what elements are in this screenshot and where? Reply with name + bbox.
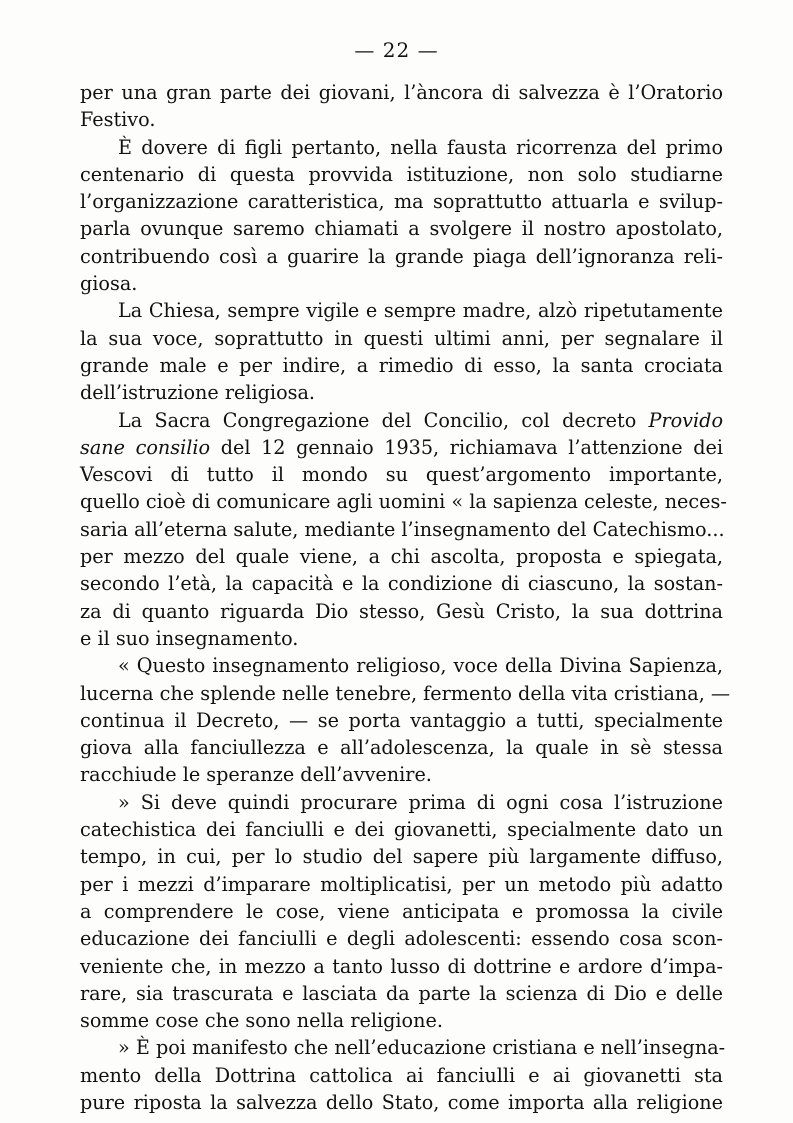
text-line: rare, sia trascurata e lasciata da parte la scienza di Dio e delle [80,981,723,1005]
text-line: e il suo insegnamento. [80,626,299,650]
text-line: tempo, in cui, per lo studio del sapere più largamente diffuso, [80,845,723,869]
decree-title-italic: Provido [648,408,723,432]
text-line: la sua voce, soprattutto in questi ultimi anni, per segnalare il [80,326,723,350]
text-line: catechistica dei fanciulli e dei giovanetti, specialmente dato un [80,818,723,842]
text-line: somme cose che sono nella religione. [80,1009,443,1033]
text-line: dell’istruzione religiosa. [80,381,316,405]
text-line: contribuendo così a guarire la grande piaga dell’ignoranza reli- [80,244,723,268]
text-run: La Sacra Congregazione del Concilio, col decreto [118,408,649,432]
decree-title-italic: sane consilio [80,435,211,459]
text-line: pure riposta la salvezza dello Stato, come importa alla religione [80,1090,723,1114]
text-line: educazione dei fanciulli e degli adolescenti: essendo cosa scon- [80,927,723,951]
text-line: za di quanto riguarda Dio stesso, Gesù Cristo, la sua dottrina [80,599,723,623]
text-line: a comprendere le cose, viene anticipata e promossa la civile [80,899,723,923]
text-line: parla ovunque saremo chiamati a svolgere il nostro apostolato, [80,217,723,241]
text-line: secondo l’età, la capacità e la condizione di ciascuno, la sostan- [80,572,723,596]
body-text [80,79,731,1116]
text-line: La Chiesa, sempre vigile e sempre madre, alzò ripetutamente [118,299,723,323]
text-line: per i mezzi d’imparare moltiplicatisi, per un metodo più adatto [80,872,723,896]
text-line: Festivo. [80,108,156,132]
text-line: grande male e per indire, a rimedio di esso, la santa crociata [80,353,723,377]
text-line: continua il Decreto, — se porta vantaggio a tutti, specialmente [80,708,723,732]
text-line: È dovere di figli pertanto, nella fausta ricorrenza del primo [118,135,723,159]
text-line: mento della Dottrina cattolica ai fanciulli e ai giovanetti sta [80,1063,723,1087]
text-line [80,407,723,434]
text-line: giosa. [80,272,138,296]
text-line: Vescovi di tutto il mondo su quest’argomento importante, [80,463,723,487]
text-line: saria all’eterna salute, mediante l’insegnamento del Catechismo... [80,517,725,541]
text-line: quello cioè di comunicare agli uomini « la sapienza celeste, neces- [80,490,727,514]
page-number: — 22 — [354,38,439,62]
text-line: « Questo insegnamento religioso, voce della Divina Sapienza, [118,654,723,678]
text-line: per mezzo del quale viene, a chi ascolta, proposta e spiegata, [80,545,723,569]
text-line: giova alla fanciullezza e all’adolescenza, la quale in sè stessa [80,736,723,760]
text-line: » Si deve quindi procurare prima di ogni cosa l’istruzione [118,790,723,814]
text-line: veniente che, in mezzo a tanto lusso di dottrine e ardore d’impa- [80,954,723,978]
text-line: l’organizzazione caratteristica, ma soprattutto attuarla e svilup- [80,190,723,214]
text-line: racchiude le speranze dell’avvenire. [80,763,432,787]
text-run: del 12 gennaio 1935, richiamava l’attenzione dei [210,435,724,459]
text-line: » È poi manifesto che nell’educazione cristiana e nell’insegna- [118,1036,726,1060]
text-line [80,434,723,461]
text-line: centenario di questa provvida istituzione, non solo studiarne [80,162,723,186]
text-line: lucerna che splende nelle tenebre, fermento della vita cristiana, — [80,681,731,705]
text-line: per una gran parte dei giovani, l’àncora di salvezza è l’Oratorio [80,81,723,104]
